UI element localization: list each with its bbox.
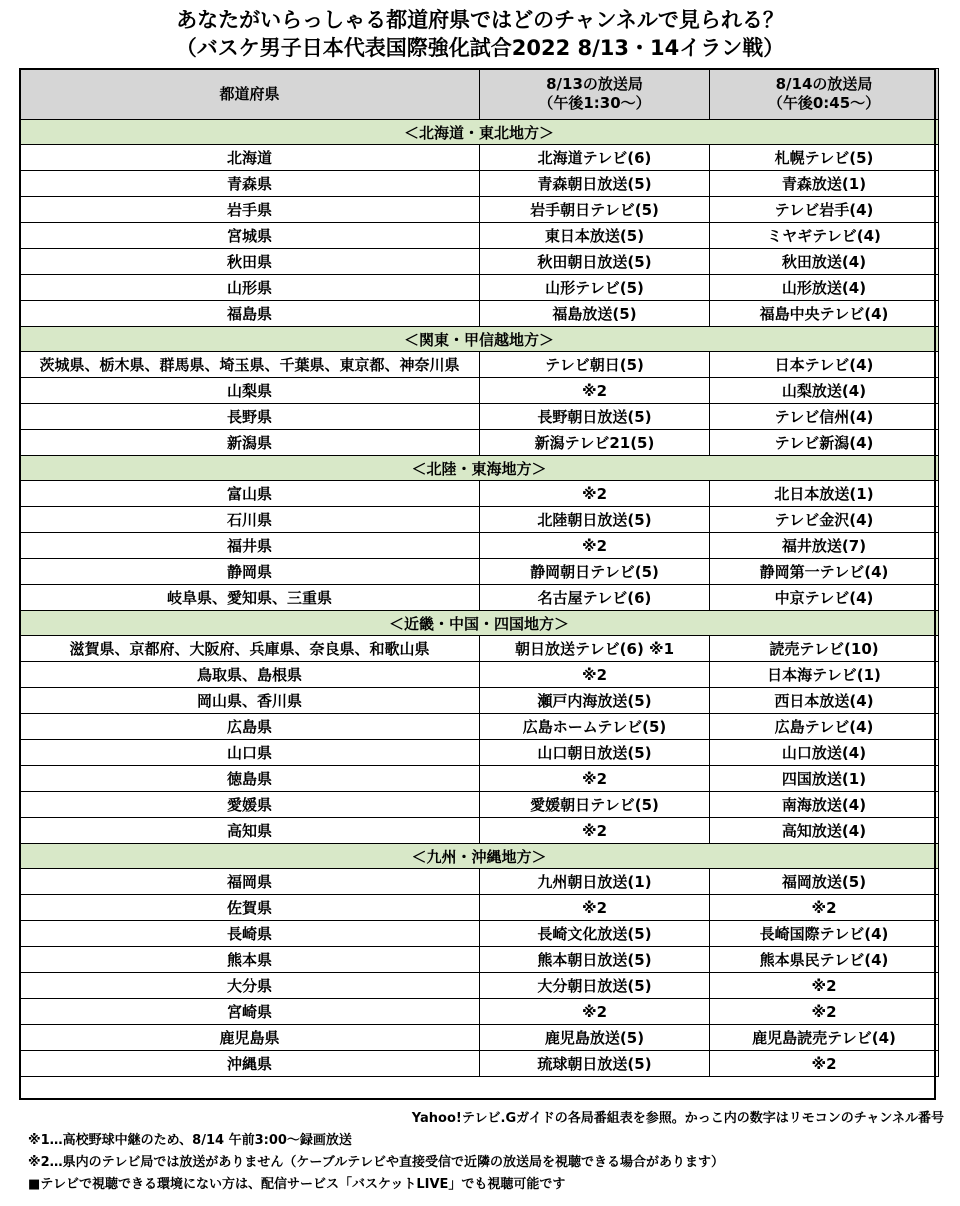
day1-station-cell: 琉球朝日放送(5)	[480, 1051, 710, 1077]
table-row	[20, 197, 939, 223]
region-name: ＜九州・沖縄地方＞	[20, 844, 939, 869]
table-row	[20, 533, 939, 559]
region-header-row	[20, 611, 939, 636]
day2-station-cell: 北日本放送(1)	[710, 481, 939, 507]
day1-station-cell: 岩手朝日テレビ(5)	[480, 197, 710, 223]
day2-station-cell: ミヤギテレビ(4)	[710, 223, 939, 249]
title-line-1: あなたがいらっしゃる都道府県ではどのチャンネルで見られる？	[176, 8, 784, 32]
table-row	[20, 585, 939, 611]
prefecture-cell: 山口県	[20, 740, 480, 766]
prefecture-cell: 宮城県	[20, 223, 480, 249]
table-row	[20, 662, 939, 688]
table-row	[20, 688, 939, 714]
day1-station-cell: 静岡朝日テレビ(5)	[480, 559, 710, 585]
day2-station-cell: 南海放送(4)	[710, 792, 939, 818]
prefecture-cell: 石川県	[20, 507, 480, 533]
day1-station-cell: ※2	[480, 766, 710, 792]
prefecture-cell: 滋賀県、京都府、大阪府、兵庫県、奈良県、和歌山県	[20, 636, 480, 662]
day1-station-cell: ※2	[480, 378, 710, 404]
footnote-1: ※1…高校野球中継のため、8/14 午前3:00〜録画放送	[28, 1133, 352, 1148]
header-day2-date: 8/14の放送局	[775, 75, 873, 93]
prefecture-cell: 秋田県	[20, 249, 480, 275]
prefecture-cell: 福井県	[20, 533, 480, 559]
table-row	[20, 404, 939, 430]
table-row	[20, 740, 939, 766]
day1-station-cell: 大分朝日放送(5)	[480, 973, 710, 999]
prefecture-cell: 新潟県	[20, 430, 480, 456]
source-note: Yahoo!テレビ.Gガイドの各局番組表を参照。かっこ内の数字はリモコンのチャンネル番号	[411, 1111, 944, 1126]
prefecture-cell: 岡山県、香川県	[20, 688, 480, 714]
day2-station-cell: 山口放送(4)	[710, 740, 939, 766]
region-header-row	[20, 120, 939, 145]
day2-station-cell: テレビ新潟(4)	[710, 430, 939, 456]
day1-station-cell: 長崎文化放送(5)	[480, 921, 710, 947]
table-row	[20, 1025, 939, 1051]
day2-station-cell: テレビ金沢(4)	[710, 507, 939, 533]
day2-station-cell: 山梨放送(4)	[710, 378, 939, 404]
footnote-3: ■テレビで視聴できる環境にない方は、配信サービス「バスケットLIVE」でも視聴可能です	[28, 1177, 566, 1192]
prefecture-cell: 高知県	[20, 818, 480, 844]
day1-station-cell: 熊本朝日放送(5)	[480, 947, 710, 973]
region-name: ＜北海道・東北地方＞	[20, 120, 939, 145]
region-name: ＜北陸・東海地方＞	[20, 456, 939, 481]
day2-station-cell: 福島中央テレビ(4)	[710, 301, 939, 327]
day2-station-cell: 高知放送(4)	[710, 818, 939, 844]
table-row	[20, 249, 939, 275]
region-header-row	[20, 844, 939, 869]
prefecture-cell: 福岡県	[20, 869, 480, 895]
day1-station-cell: ※2	[480, 895, 710, 921]
table-body	[20, 120, 939, 1077]
day1-station-cell: 名古屋テレビ(6)	[480, 585, 710, 611]
day2-station-cell: 四国放送(1)	[710, 766, 939, 792]
table-row	[20, 999, 939, 1025]
header-day2	[710, 69, 939, 120]
table-row	[20, 378, 939, 404]
day2-station-cell: 熊本県民テレビ(4)	[710, 947, 939, 973]
footnote-2: ※2…県内のテレビ局では放送がありません（ケーブルテレビや直接受信で近隣の放送局を視聴できる場合があります）	[28, 1155, 724, 1170]
day2-station-cell: 日本海テレビ(1)	[710, 662, 939, 688]
day2-station-cell: 読売テレビ(10)	[710, 636, 939, 662]
prefecture-cell: 大分県	[20, 973, 480, 999]
day2-station-cell: 秋田放送(4)	[710, 249, 939, 275]
day2-station-cell: ※2	[710, 973, 939, 999]
prefecture-cell: 徳島県	[20, 766, 480, 792]
day2-station-cell: 福井放送(7)	[710, 533, 939, 559]
day2-station-cell: テレビ岩手(4)	[710, 197, 939, 223]
day1-station-cell: 秋田朝日放送(5)	[480, 249, 710, 275]
prefecture-cell: 岩手県	[20, 197, 480, 223]
prefecture-cell: 北海道	[20, 145, 480, 171]
prefecture-cell: 広島県	[20, 714, 480, 740]
table-row	[20, 714, 939, 740]
table-row	[20, 895, 939, 921]
prefecture-cell: 沖縄県	[20, 1051, 480, 1077]
day1-station-cell: ※2	[480, 481, 710, 507]
day1-station-cell: 山口朝日放送(5)	[480, 740, 710, 766]
day1-station-cell: 鹿児島放送(5)	[480, 1025, 710, 1051]
prefecture-cell: 岐阜県、愛知県、三重県	[20, 585, 480, 611]
header-prefecture: 都道府県	[20, 69, 480, 120]
day1-station-cell: 広島ホームテレビ(5)	[480, 714, 710, 740]
day1-station-cell: ※2	[480, 533, 710, 559]
table-row	[20, 301, 939, 327]
day1-station-cell: ※2	[480, 999, 710, 1025]
prefecture-cell: 静岡県	[20, 559, 480, 585]
day1-station-cell: 山形テレビ(5)	[480, 275, 710, 301]
day2-station-cell: 長崎国際テレビ(4)	[710, 921, 939, 947]
table-row	[20, 352, 939, 378]
day2-station-cell: 西日本放送(4)	[710, 688, 939, 714]
day2-station-cell: 山形放送(4)	[710, 275, 939, 301]
day1-station-cell: 福島放送(5)	[480, 301, 710, 327]
day1-station-cell: 新潟テレビ21(5)	[480, 430, 710, 456]
day1-station-cell: ※2	[480, 662, 710, 688]
day2-station-cell: 札幌テレビ(5)	[710, 145, 939, 171]
day1-station-cell: 九州朝日放送(1)	[480, 869, 710, 895]
day1-station-cell: テレビ朝日(5)	[480, 352, 710, 378]
prefecture-cell: 佐賀県	[20, 895, 480, 921]
day2-station-cell: 中京テレビ(4)	[710, 585, 939, 611]
prefecture-cell: 鹿児島県	[20, 1025, 480, 1051]
day2-station-cell: 青森放送(1)	[710, 171, 939, 197]
prefecture-cell: 福島県	[20, 301, 480, 327]
day2-station-cell: テレビ信州(4)	[710, 404, 939, 430]
day2-station-cell: 日本テレビ(4)	[710, 352, 939, 378]
header-day1-date: 8/13の放送局	[546, 75, 643, 93]
table-row	[20, 559, 939, 585]
prefecture-cell: 茨城県、栃木県、群馬県、埼玉県、千葉県、東京都、神奈川県	[20, 352, 480, 378]
notes-section	[28, 1108, 948, 1196]
table-row	[20, 223, 939, 249]
table-row	[20, 636, 939, 662]
table-row	[20, 145, 939, 171]
day1-station-cell: 長野朝日放送(5)	[480, 404, 710, 430]
prefecture-cell: 宮崎県	[20, 999, 480, 1025]
day1-station-cell: 愛媛朝日テレビ(5)	[480, 792, 710, 818]
table-row	[20, 792, 939, 818]
broadcast-table	[19, 68, 939, 1077]
day1-station-cell: 朝日放送テレビ(6) ※1	[480, 636, 710, 662]
day1-station-cell: ※2	[480, 818, 710, 844]
day1-station-cell: 北海道テレビ(6)	[480, 145, 710, 171]
prefecture-cell: 山梨県	[20, 378, 480, 404]
day2-station-cell: 広島テレビ(4)	[710, 714, 939, 740]
region-name: ＜関東・甲信越地方＞	[20, 327, 939, 352]
day1-station-cell: 瀬戸内海放送(5)	[480, 688, 710, 714]
table-row	[20, 275, 939, 301]
day2-station-cell: 鹿児島読売テレビ(4)	[710, 1025, 939, 1051]
table-row	[20, 507, 939, 533]
table-row	[20, 818, 939, 844]
prefecture-cell: 山形県	[20, 275, 480, 301]
table-row	[20, 766, 939, 792]
prefecture-cell: 富山県	[20, 481, 480, 507]
day2-station-cell: ※2	[710, 895, 939, 921]
table-row	[20, 921, 939, 947]
prefecture-cell: 愛媛県	[20, 792, 480, 818]
table-row	[20, 947, 939, 973]
table-row	[20, 171, 939, 197]
table-row	[20, 1051, 939, 1077]
day2-station-cell: 福岡放送(5)	[710, 869, 939, 895]
prefecture-cell: 熊本県	[20, 947, 480, 973]
table-row	[20, 481, 939, 507]
prefecture-cell: 長野県	[20, 404, 480, 430]
table-row	[20, 430, 939, 456]
header-day2-time: （午後0:45〜）	[767, 94, 881, 112]
table-row	[20, 973, 939, 999]
header-day1-time: （午後1:30〜）	[538, 94, 651, 112]
page-title	[0, 6, 960, 62]
prefecture-cell: 長崎県	[20, 921, 480, 947]
day2-station-cell: ※2	[710, 999, 939, 1025]
header-day1	[480, 69, 710, 120]
title-line-2: （バスケ男子日本代表国際強化試合2022 8/13・14イラン戦）	[175, 36, 785, 60]
day1-station-cell: 青森朝日放送(5)	[480, 171, 710, 197]
day1-station-cell: 北陸朝日放送(5)	[480, 507, 710, 533]
prefecture-cell: 青森県	[20, 171, 480, 197]
prefecture-cell: 鳥取県、島根県	[20, 662, 480, 688]
region-header-row	[20, 456, 939, 481]
region-name: ＜近畿・中国・四国地方＞	[20, 611, 939, 636]
day2-station-cell: 静岡第一テレビ(4)	[710, 559, 939, 585]
region-header-row	[20, 327, 939, 352]
day1-station-cell: 東日本放送(5)	[480, 223, 710, 249]
table-row	[20, 869, 939, 895]
table-header-row	[20, 69, 939, 120]
day2-station-cell: ※2	[710, 1051, 939, 1077]
